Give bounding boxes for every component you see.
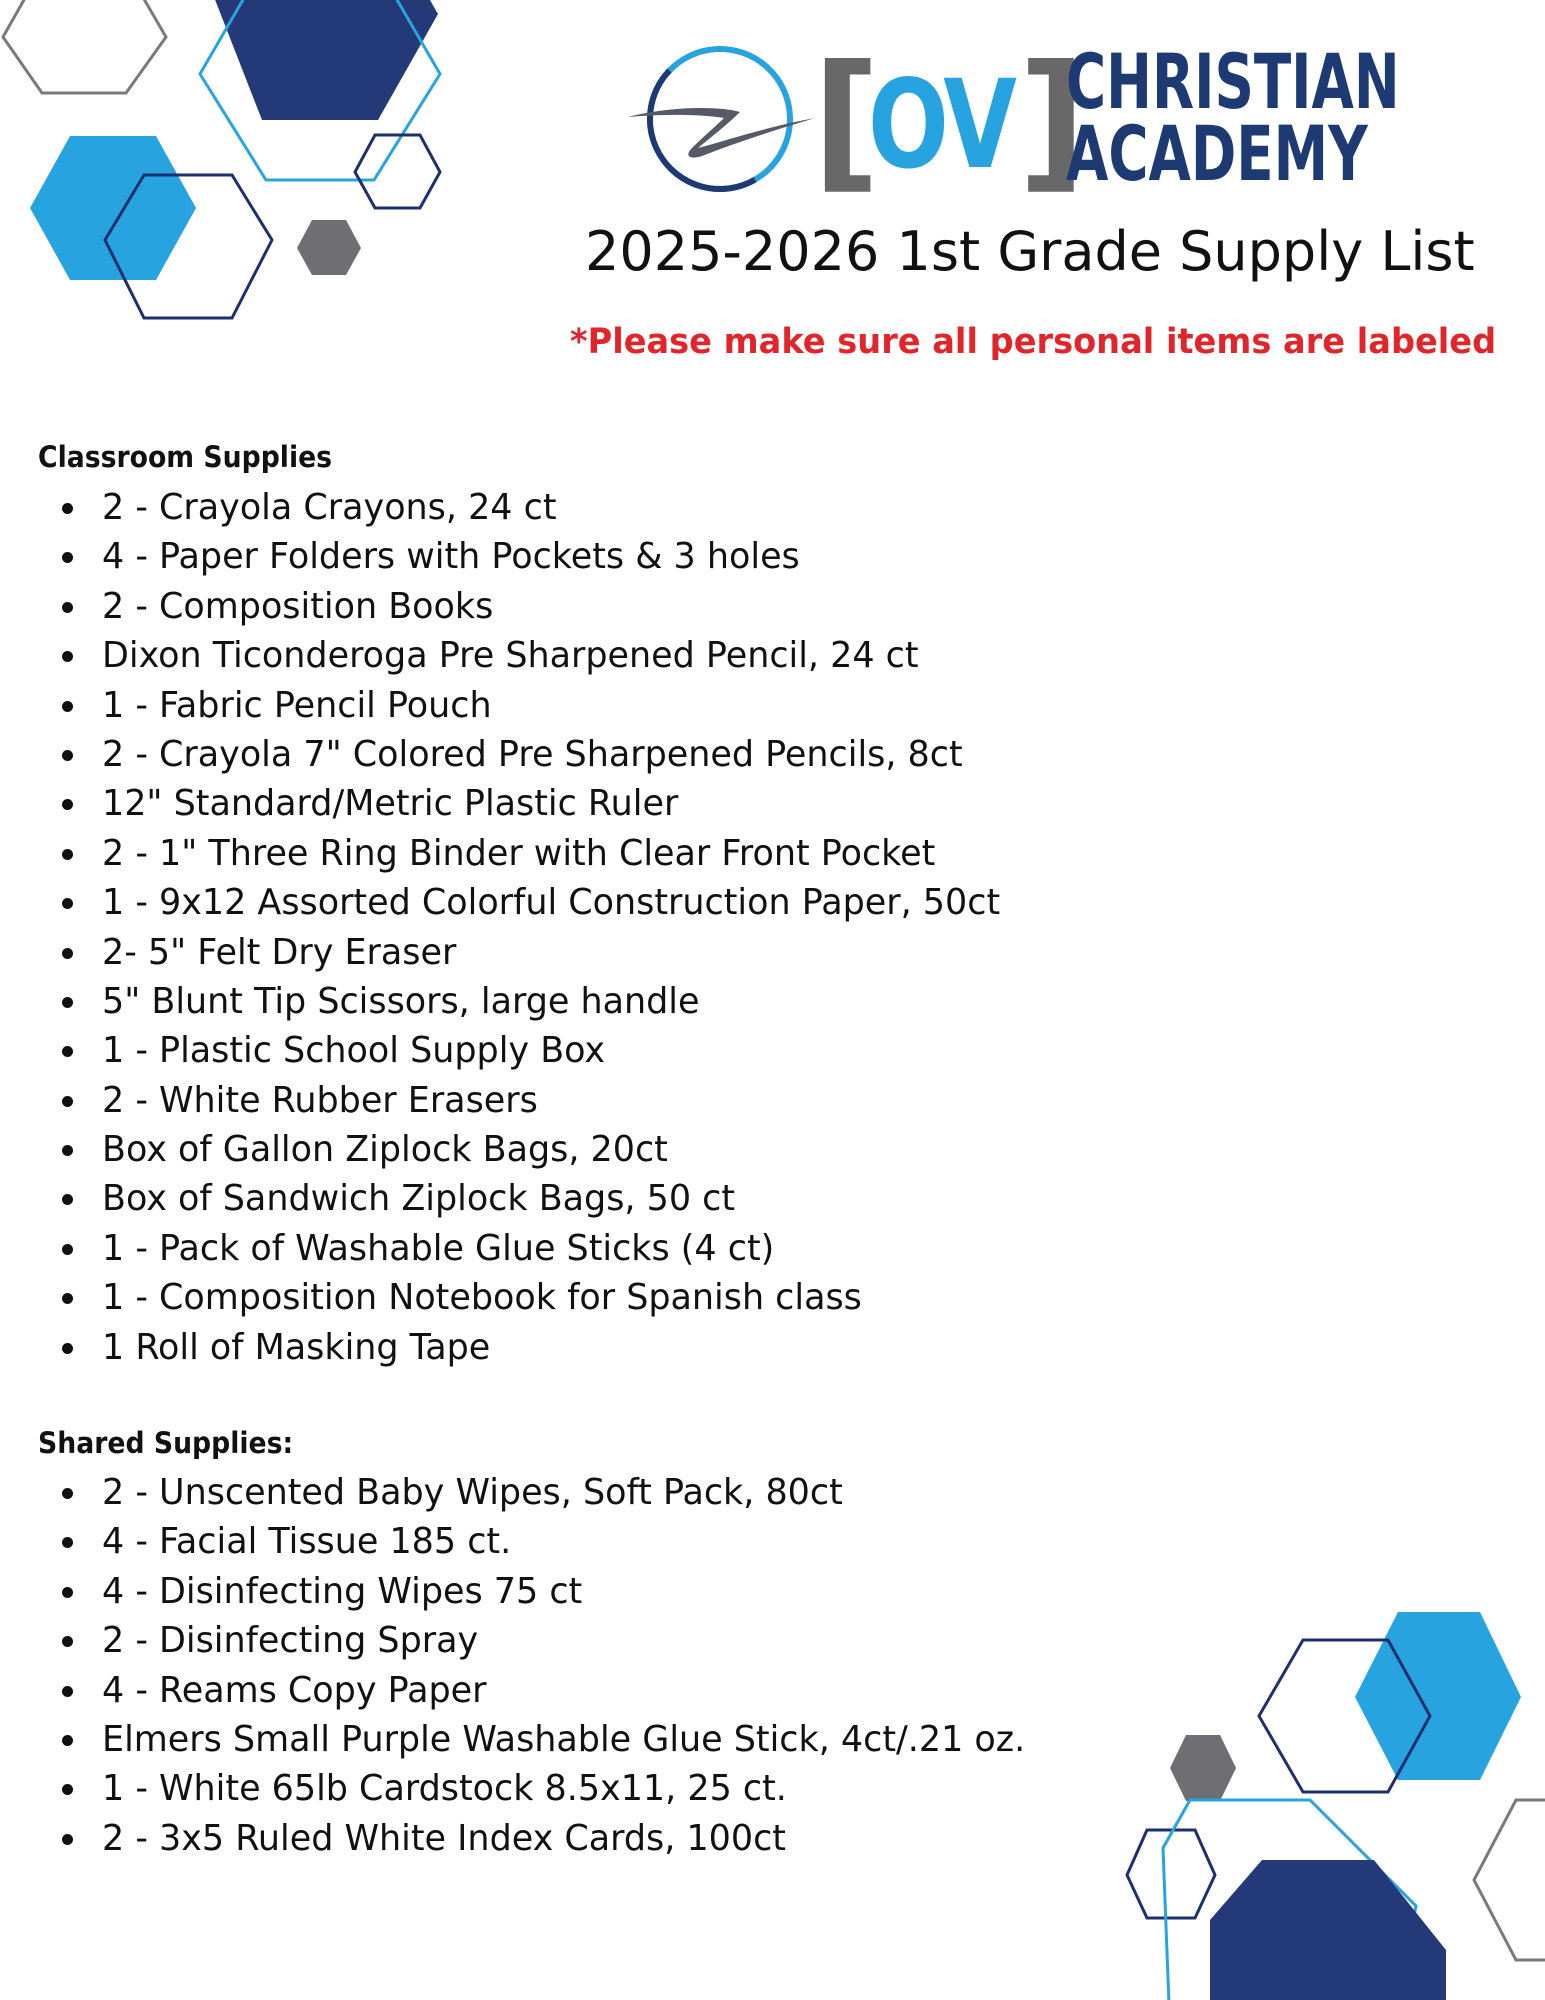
list-item-text: 2 - Crayola Crayons, 24 ct bbox=[102, 487, 557, 528]
list-item bbox=[0, 1567, 1054, 1616]
bullet-icon bbox=[62, 1343, 73, 1354]
navy-outline-hexagon bbox=[1259, 1640, 1430, 1792]
classroom-supplies-list bbox=[0, 483, 1028, 1372]
list-item-text: 1 - Pack of Washable Glue Sticks (4 ct) bbox=[102, 1227, 775, 1269]
light-blue-outline-hexagon bbox=[1163, 1800, 1416, 2000]
bullet-icon bbox=[62, 1145, 73, 1156]
bullet-icon bbox=[62, 552, 73, 563]
list-item bbox=[0, 928, 1028, 977]
list-item bbox=[0, 532, 1028, 581]
list-item bbox=[0, 1125, 1028, 1174]
navy-filled-hexagon bbox=[1210, 1860, 1446, 2000]
list-item bbox=[0, 1814, 1054, 1863]
bullet-icon bbox=[62, 602, 73, 613]
bullet-icon bbox=[62, 1735, 73, 1746]
bullet-icon bbox=[62, 799, 73, 810]
list-item-text: 4 - Disinfecting Wipes 75 ct bbox=[102, 1570, 583, 1612]
small-gray-hexagon bbox=[297, 220, 361, 275]
list-item-text: 1 - Composition Notebook for Spanish class bbox=[102, 1277, 862, 1319]
list-item-text: 2 - 1" Three Ring Binder with Clear Front Pocket bbox=[102, 832, 936, 874]
list-item bbox=[0, 1323, 1028, 1372]
list-item bbox=[0, 1616, 1054, 1665]
gray-outline-hexagon bbox=[3, 0, 166, 93]
list-item-text: Box of Sandwich Ziplock Bags, 50 ct bbox=[102, 1178, 736, 1220]
list-item bbox=[0, 1666, 1054, 1715]
list-item-text: Elmers Small Purple Washable Glue Stick, 4ct/.21 oz. bbox=[102, 1718, 1026, 1760]
bullet-icon bbox=[62, 651, 73, 662]
logo-close-bracket: ] bbox=[1018, 34, 1087, 208]
list-item bbox=[0, 1174, 1028, 1223]
list-item bbox=[0, 779, 1028, 828]
list-item bbox=[0, 1764, 1054, 1813]
light-blue-filled-hexagon bbox=[1355, 1612, 1521, 1780]
list-item bbox=[0, 1517, 1054, 1566]
bullet-icon bbox=[62, 1194, 73, 1205]
bullet-icon bbox=[62, 1686, 73, 1697]
list-item bbox=[0, 1224, 1028, 1273]
list-item-text: 1 - Plastic School Supply Box bbox=[102, 1030, 606, 1072]
bullet-icon bbox=[62, 503, 73, 514]
list-item-text: 1 - Fabric Pencil Pouch bbox=[102, 684, 492, 726]
labeling-note: *Please make sure all personal items are labeled bbox=[570, 322, 1497, 362]
list-item bbox=[0, 681, 1028, 730]
list-item bbox=[0, 829, 1028, 878]
bullet-icon bbox=[62, 1834, 73, 1845]
bullet-icon bbox=[62, 997, 73, 1008]
small-navy-outline-hexagon bbox=[1127, 1830, 1215, 1918]
list-item-text: 12" Standard/Metric Plastic Ruler bbox=[102, 783, 679, 825]
list-item bbox=[0, 582, 1028, 631]
list-item bbox=[0, 977, 1028, 1026]
shared-supplies-heading: Shared Supplies: bbox=[38, 1426, 294, 1460]
list-item-text: 4 - Paper Folders with Pockets & 3 holes bbox=[102, 536, 800, 578]
bullet-icon bbox=[62, 1244, 73, 1255]
bullet-icon bbox=[62, 1636, 73, 1647]
list-item-text: 1 - White 65lb Cardstock 8.5x11, 25 ct. bbox=[102, 1768, 787, 1810]
shared-supplies-list bbox=[0, 1468, 1054, 1863]
list-item-text: 1 Roll of Masking Tape bbox=[102, 1326, 491, 1368]
bullet-icon bbox=[62, 948, 73, 959]
list-item bbox=[0, 878, 1028, 927]
bullet-icon bbox=[62, 750, 73, 761]
list-item-text: 2 - Disinfecting Spray bbox=[102, 1620, 479, 1662]
small-gray-hexagon bbox=[1170, 1735, 1236, 1801]
classroom-supplies-heading: Classroom Supplies bbox=[38, 440, 333, 474]
list-item-text: 4 - Reams Copy Paper bbox=[102, 1669, 487, 1711]
list-item bbox=[0, 483, 1028, 532]
bullet-icon bbox=[62, 1537, 73, 1548]
bullet-icon bbox=[62, 1587, 73, 1598]
bullet-icon bbox=[62, 1488, 73, 1499]
list-item-text: 2 - Crayola 7" Colored Pre Sharpened Pencils, 8ct bbox=[102, 733, 963, 775]
logo-word-christian: CHRISTIAN bbox=[1066, 37, 1400, 126]
logo-ov-letters: OV bbox=[868, 54, 1014, 196]
list-item-text: 2 - 3x5 Ruled White Index Cards, 100ct bbox=[102, 1817, 787, 1859]
swoosh-circle-icon bbox=[620, 38, 820, 208]
bullet-icon bbox=[62, 1096, 73, 1107]
list-item bbox=[0, 730, 1028, 779]
bullet-icon bbox=[62, 1784, 73, 1795]
list-item-text: Dixon Ticonderoga Pre Sharpened Pencil, 24 ct bbox=[102, 635, 919, 677]
bullet-icon bbox=[62, 1046, 73, 1057]
page-title: 2025-2026 1st Grade Supply List bbox=[585, 220, 1475, 283]
list-item-text: 2 - Unscented Baby Wipes, Soft Pack, 80ct bbox=[102, 1472, 843, 1513]
list-item-text: 2- 5" Felt Dry Eraser bbox=[102, 931, 457, 973]
bullet-icon bbox=[62, 898, 73, 909]
list-item bbox=[0, 631, 1028, 680]
logo-open-bracket: [ bbox=[812, 34, 881, 208]
gray-outline-hexagon bbox=[1474, 1800, 1545, 1960]
school-logo bbox=[620, 34, 1400, 208]
list-item bbox=[0, 1468, 1054, 1517]
list-item bbox=[0, 1076, 1028, 1125]
list-item-text: 4 - Facial Tissue 185 ct. bbox=[102, 1521, 512, 1563]
list-item bbox=[0, 1715, 1054, 1764]
bullet-icon bbox=[62, 849, 73, 860]
list-item-text: 2 - White Rubber Erasers bbox=[102, 1079, 538, 1121]
list-item-text: 5" Blunt Tip Scissors, large handle bbox=[102, 980, 700, 1022]
bullet-icon bbox=[62, 1293, 73, 1304]
list-item bbox=[0, 1273, 1028, 1322]
list-item-text: Box of Gallon Ziplock Bags, 20ct bbox=[102, 1129, 668, 1171]
list-item bbox=[0, 1026, 1028, 1075]
list-item-text: 1 - 9x12 Assorted Colorful Construction Paper, 50ct bbox=[102, 882, 1001, 924]
small-navy-outline-hexagon bbox=[355, 135, 440, 208]
bullet-icon bbox=[62, 701, 73, 712]
logo-word-academy: ACADEMY bbox=[1066, 109, 1368, 198]
list-item-text: 2 - Composition Books bbox=[102, 585, 494, 627]
top-left-hexagon-decoration bbox=[0, 0, 460, 340]
